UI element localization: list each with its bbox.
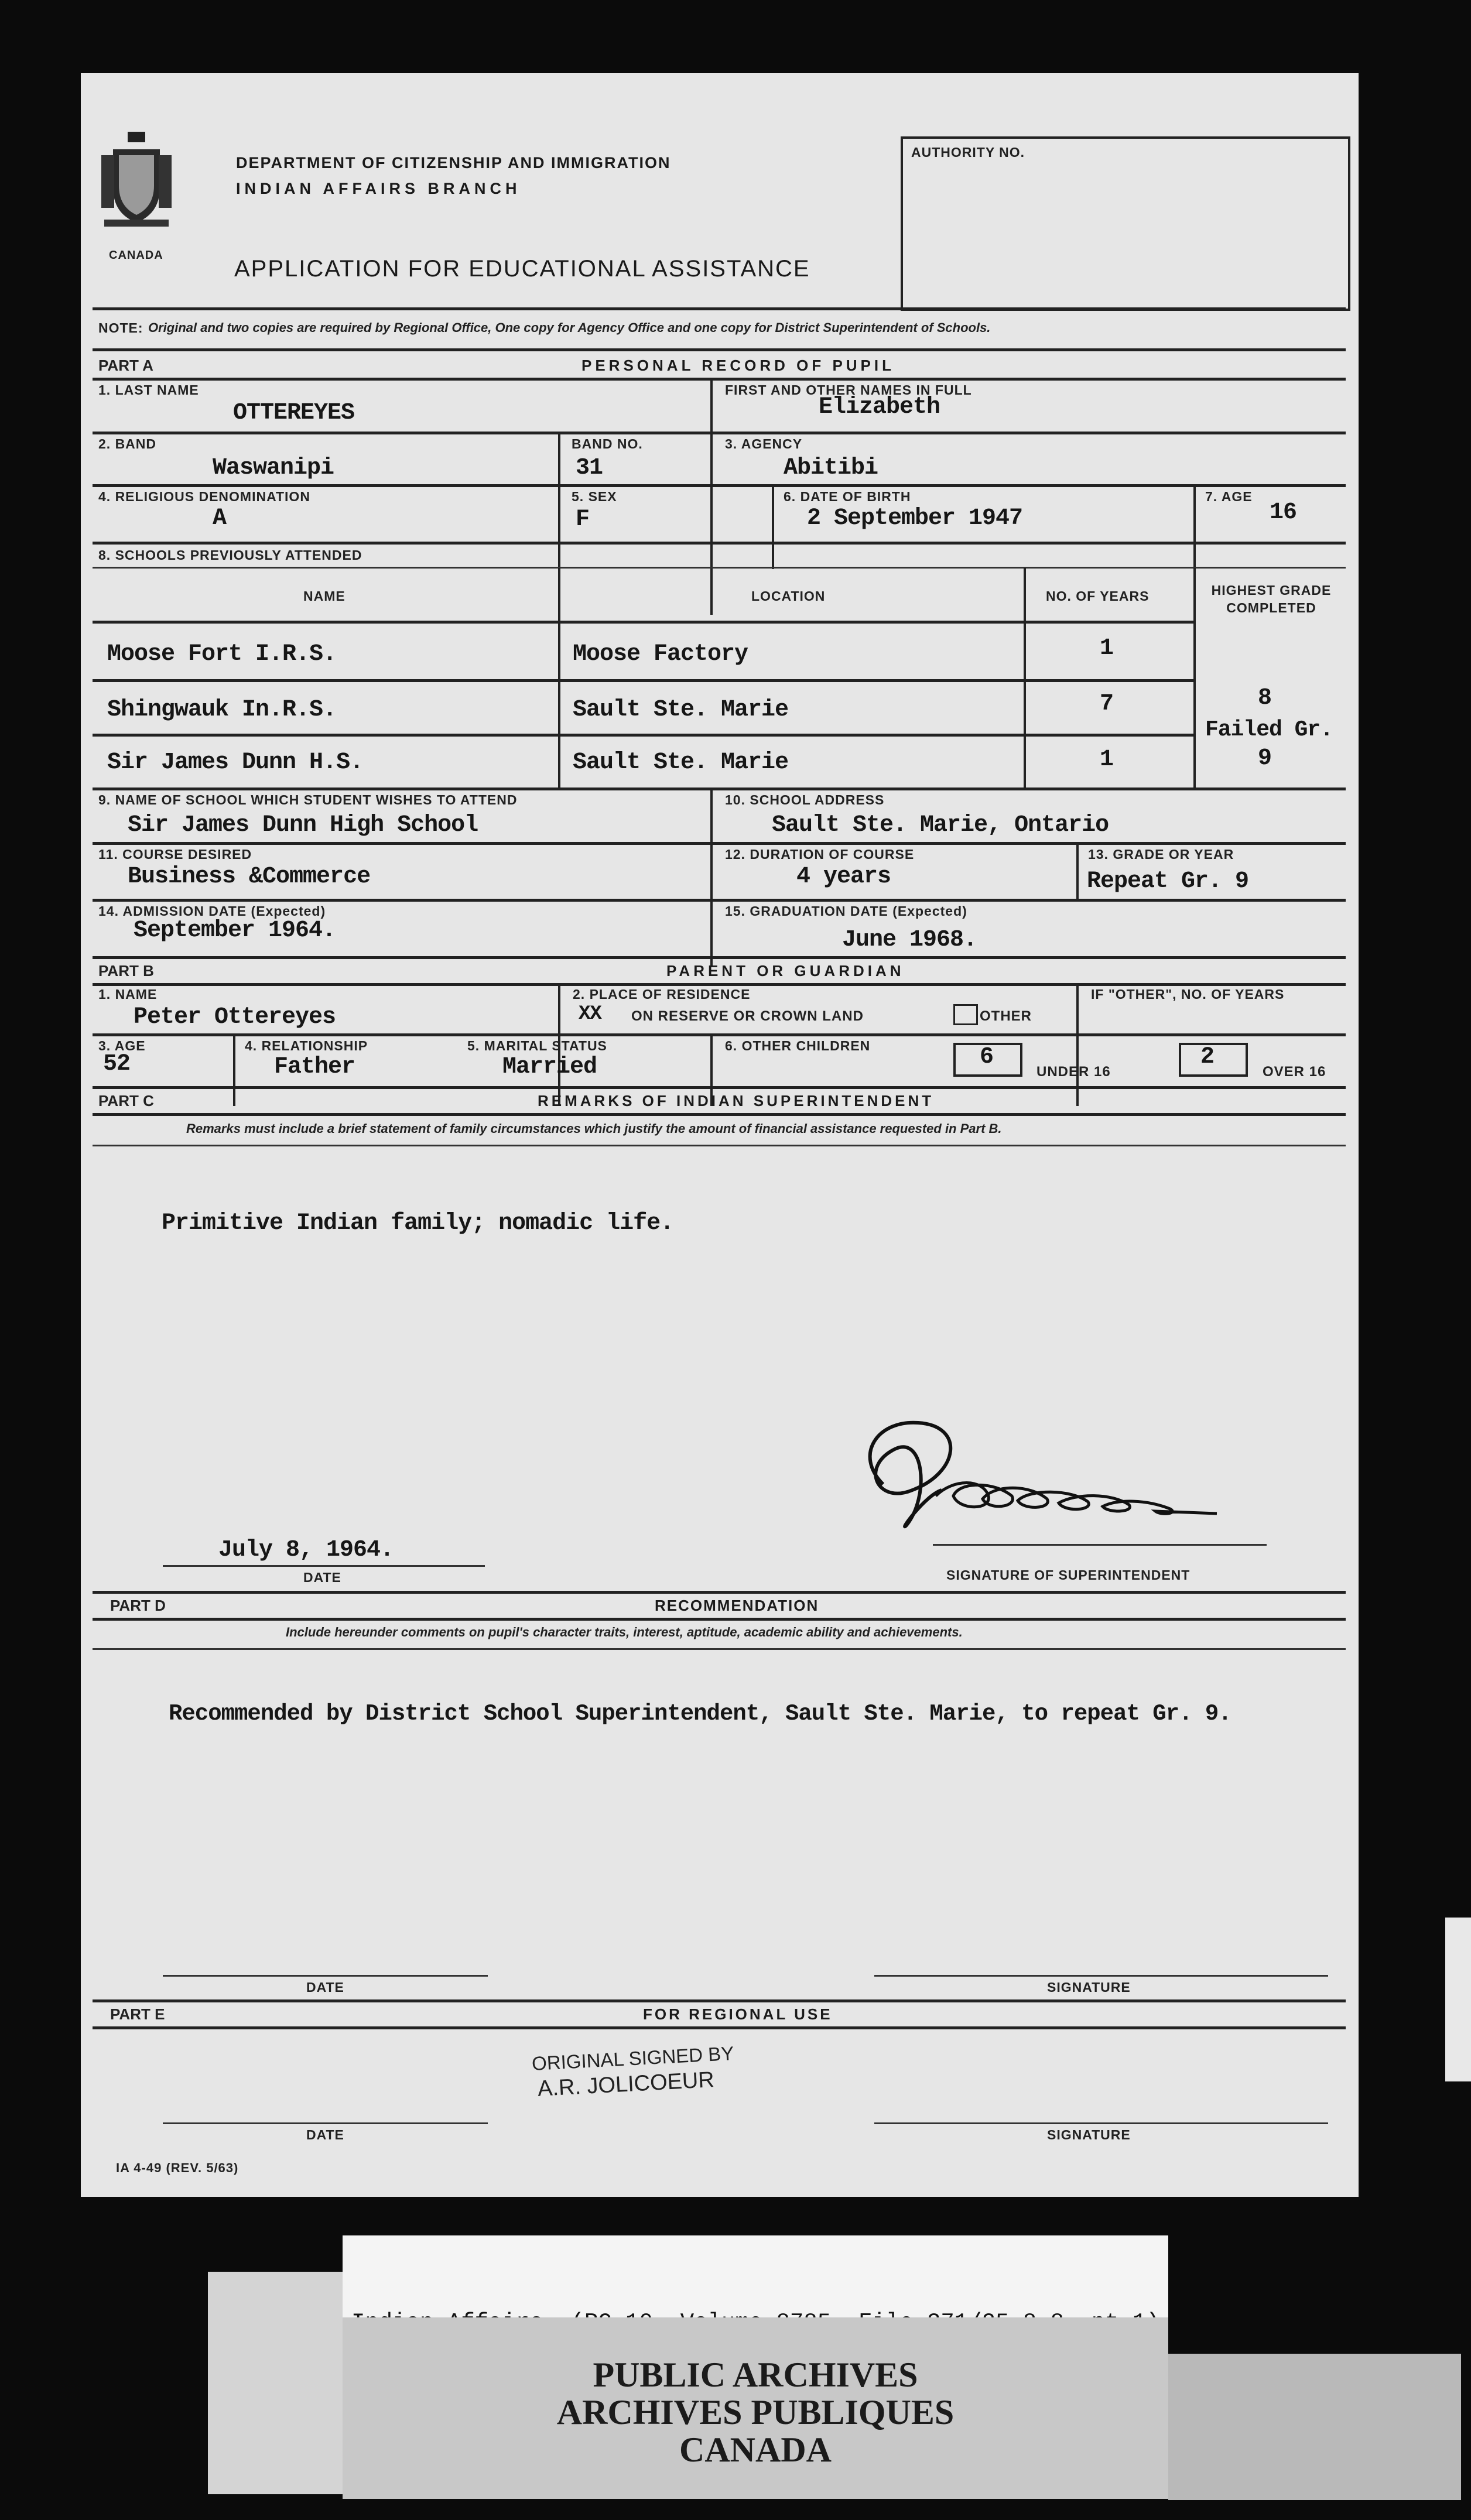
form-sheet — [81, 73, 1359, 2197]
part-c-title: REMARKS OF INDIAN SUPERINTENDENT — [538, 1092, 935, 1110]
admission-label: 14. ADMISSION DATE (Expected) — [98, 903, 326, 919]
school-address-label: 10. SCHOOL ADDRESS — [725, 792, 885, 807]
part-e-title: FOR REGIONAL USE — [643, 2005, 833, 2023]
branch-name: INDIAN AFFAIRS BRANCH — [236, 180, 521, 197]
graduation-value: June 1968. — [842, 927, 977, 953]
parent-age-label: 3. AGE — [98, 1038, 146, 1053]
school-1-name: Moose Fort I.R.S. — [107, 641, 337, 667]
part-c-instruction: Remarks must include a brief statement of family circumstances which justify the amount of financial assistance requested in Part B. — [186, 1121, 1002, 1136]
course-value: Business &Commerce — [128, 864, 371, 890]
band-label: 2. BAND — [98, 436, 157, 451]
admission-value: September 1964. — [134, 917, 336, 944]
grade-line-2: Failed Gr. — [1205, 717, 1333, 742]
superintendent-signature — [842, 1408, 1299, 1555]
part-c-date-label: DATE — [303, 1570, 341, 1585]
part-b-title: PARENT OR GUARDIAN — [666, 962, 905, 980]
authority-box — [901, 136, 1350, 311]
edge-paper-scrap — [1445, 1918, 1471, 2081]
first-names-value: Elizabeth — [819, 394, 940, 420]
parent-name-label: 1. NAME — [98, 987, 158, 1002]
band-no-label: BAND NO. — [572, 436, 643, 451]
grade-year-value: Repeat Gr. 9 — [1087, 868, 1249, 895]
school-2-name: Shingwauk In.R.S. — [107, 697, 337, 723]
school-3-years: 1 — [1100, 747, 1114, 773]
remarks-value: Primitive Indian family; nomadic life. — [162, 1210, 674, 1237]
part-d-date-label: DATE — [306, 1980, 344, 1995]
age-value: 16 — [1270, 499, 1297, 526]
age-label: 7. AGE — [1205, 489, 1253, 504]
school-1-location: Moose Factory — [573, 641, 748, 667]
band-value: Waswanipi — [213, 455, 334, 481]
part-d-title: RECOMMENDATION — [655, 1597, 819, 1614]
grade-line-1: 8 — [1258, 685, 1272, 711]
part-d-signature-label: SIGNATURE — [1047, 1980, 1131, 1995]
dob-label: 6. DATE OF BIRTH — [784, 489, 911, 504]
school-2-location: Sault Ste. Marie — [573, 697, 789, 723]
col-years: NO. OF YEARS — [1046, 588, 1150, 604]
archive-line-2: ARCHIVES PUBLIQUES — [556, 2393, 955, 2432]
relationship-label: 4. RELATIONSHIP — [245, 1038, 368, 1053]
other-label: OTHER — [980, 1008, 1032, 1024]
schools-label: 8. SCHOOLS PREVIOUSLY ATTENDED — [98, 547, 362, 563]
school-wish-value: Sir James Dunn High School — [128, 812, 478, 838]
under16-count: 6 — [980, 1044, 994, 1070]
first-names-label: FIRST AND OTHER NAMES IN FULL — [725, 382, 972, 398]
school-2-years: 7 — [1100, 691, 1114, 717]
residence-label: 2. PLACE OF RESIDENCE — [573, 987, 751, 1002]
part-c-date-value: July 8, 1964. — [218, 1537, 394, 1563]
under16-label: UNDER 16 — [1036, 1064, 1111, 1080]
band-no-value: 31 — [576, 455, 603, 481]
part-e-signature-label: SIGNATURE — [1047, 2127, 1131, 2142]
agency-value: Abitibi — [784, 455, 878, 481]
marital-value: Married — [502, 1054, 597, 1080]
over16-label: OVER 16 — [1263, 1064, 1326, 1080]
recommendation-value: Recommended by District School Superintendent, Sault Ste. Marie, to repeat Gr. 9. — [169, 1701, 1231, 1727]
form-title: APPLICATION FOR EDUCATIONAL ASSISTANCE — [234, 256, 810, 282]
department-name: DEPARTMENT OF CITIZENSHIP AND IMMIGRATION — [236, 154, 671, 172]
part-d-tag: PART D — [110, 1597, 166, 1614]
col-grade: HIGHEST GRADE COMPLETED — [1211, 583, 1332, 615]
part-a-tag: PART A — [98, 357, 153, 374]
school-wish-label: 9. NAME OF SCHOOL WHICH STUDENT WISHES TO ATTEND — [98, 792, 518, 807]
note-text: Original and two copies are required by Regional Office, One copy for Agency Office and one copy for District Superintendent of Schools. — [148, 320, 991, 335]
parent-age-value: 52 — [103, 1051, 131, 1077]
archive-stamp — [343, 2356, 1168, 2468]
other-checkbox — [953, 1004, 978, 1025]
stamp-line-1: ORIGINAL SIGNED BY — [531, 2042, 735, 2075]
part-a-title: PERSONAL RECORD OF PUPIL — [581, 357, 895, 374]
part-c-tag: PART C — [98, 1092, 154, 1110]
school-address-value: Sault Ste. Marie, Ontario — [772, 812, 1109, 838]
note-label: NOTE: — [98, 320, 143, 335]
duration-value: 4 years — [796, 864, 891, 890]
other-years-label: IF "OTHER", NO. OF YEARS — [1091, 987, 1285, 1002]
part-e-tag: PART E — [110, 2005, 165, 2023]
over16-count: 2 — [1200, 1044, 1215, 1070]
agency-label: 3. AGENCY — [725, 436, 803, 451]
residence-mark: XX — [579, 1003, 601, 1025]
archive-card-right — [1168, 2354, 1461, 2500]
part-d-instruction: Include hereunder comments on pupil's character traits, interest, aptitude, academic ability and achievements. — [286, 1625, 963, 1639]
graduation-label: 15. GRADUATION DATE (Expected) — [725, 903, 967, 919]
part-e-date-label: DATE — [306, 2127, 344, 2142]
school-3-location: Sault Ste. Marie — [573, 749, 789, 776]
last-name-label: 1. LAST NAME — [98, 382, 199, 398]
col-location: LOCATION — [751, 588, 826, 604]
authority-label: AUTHORITY NO. — [911, 145, 1025, 160]
religion-value: A — [213, 505, 227, 532]
parent-name-value: Peter Ottereyes — [134, 1004, 336, 1030]
form-number: IA 4-49 (REV. 5/63) — [116, 2161, 239, 2175]
superintendent-signature-label: SIGNATURE OF SUPERINTENDENT — [946, 1567, 1191, 1583]
sex-value: F — [576, 506, 590, 533]
course-label: 11. COURSE DESIRED — [98, 847, 252, 862]
coat-of-arms-icon — [98, 132, 175, 231]
dob-value: 2 September 1947 — [807, 505, 1023, 532]
grade-year-label: 13. GRADE OR YEAR — [1088, 847, 1234, 862]
stamp-line-2: A.R. JOLICOEUR — [537, 2067, 715, 2101]
col-name: NAME — [303, 588, 345, 604]
archive-reference-strip — [343, 2235, 1168, 2317]
country-label: CANADA — [109, 249, 163, 262]
archive-line-3: CANADA — [679, 2430, 832, 2469]
school-1-years: 1 — [1100, 635, 1114, 662]
other-children-label: 6. OTHER CHILDREN — [725, 1038, 871, 1053]
on-reserve-label: ON RESERVE OR CROWN LAND — [631, 1008, 864, 1024]
duration-label: 12. DURATION OF COURSE — [725, 847, 915, 862]
archive-line-1: PUBLIC ARCHIVES — [593, 2355, 918, 2394]
relationship-value: Father — [274, 1054, 355, 1080]
grade-line-3: 9 — [1258, 745, 1272, 772]
religion-label: 4. RELIGIOUS DENOMINATION — [98, 489, 310, 504]
sex-label: 5. SEX — [572, 489, 617, 504]
archive-card-left — [208, 2272, 343, 2494]
part-b-tag: PART B — [98, 962, 154, 980]
last-name-value: OTTEREYES — [233, 400, 355, 426]
marital-label: 5. MARITAL STATUS — [467, 1038, 607, 1053]
school-3-name: Sir James Dunn H.S. — [107, 749, 364, 776]
